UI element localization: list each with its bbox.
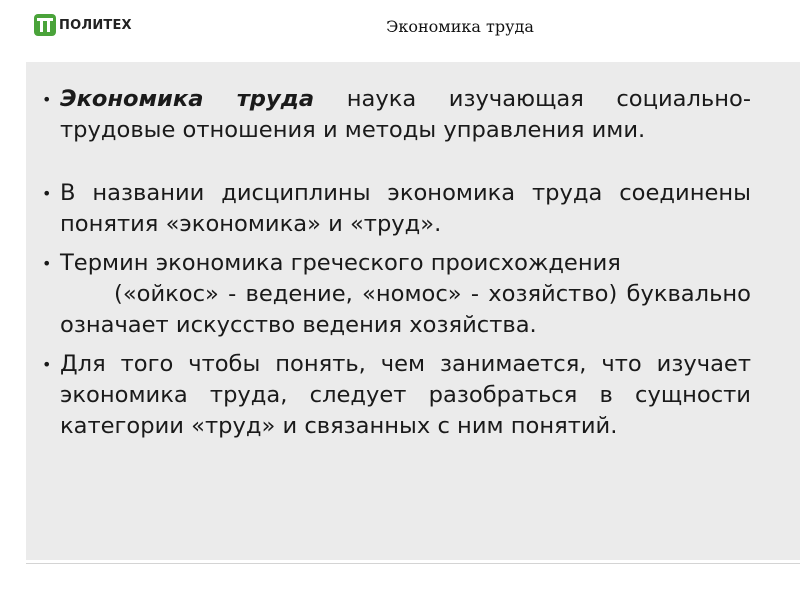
- bullet-item-term-origin: [42, 248, 751, 341]
- bullet-list: [42, 84, 751, 442]
- bullet-text: Для того чтобы понять, чем занимается, что изучает экономика труда, следует разобраться в сущности категории «труд» и связанных с ним понятий.: [60, 351, 751, 439]
- footer-divider: [26, 563, 800, 564]
- bullet-dot-icon: •: [42, 355, 52, 374]
- bullet-text: В названии дисциплины экономика труда соединены понятия «экономика» и «труд».: [60, 180, 751, 237]
- bullet-lead-term: Экономика труда: [60, 86, 315, 112]
- bullet-dot-icon: •: [42, 254, 52, 273]
- bullet-dot-icon: •: [42, 90, 52, 109]
- bullet-dot-icon: •: [42, 184, 52, 203]
- content-panel: [26, 62, 800, 560]
- slide-title: Экономика труда: [386, 17, 534, 36]
- slide-header: [0, 0, 800, 56]
- bullet-item-definition: [42, 84, 751, 146]
- bullet-item-discipline-name: [42, 178, 751, 240]
- bullet-text: наука изучающая социально-трудовые отношения и методы управления ими.: [60, 86, 751, 143]
- bullet-text-line2: («ойкос» - ведение, «номос» - хозяйство) буквально означает искусство ведения хозяйства.: [60, 281, 751, 338]
- bullet-text-line1: Термин экономика греческого происхождения: [60, 250, 621, 276]
- bullet-item-study-scope: [42, 349, 751, 442]
- logo-text: ПОЛИТЕХ: [59, 17, 132, 33]
